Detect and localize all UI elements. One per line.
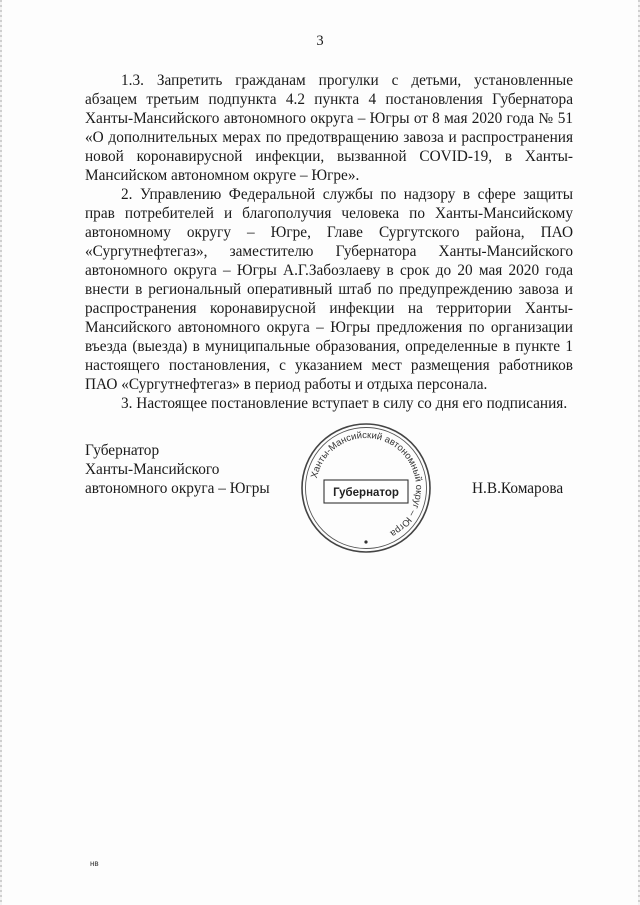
scan-edge-left <box>0 0 2 905</box>
signatory-title-line: автономного округа – Югры <box>85 480 270 497</box>
paragraph-1-3: 1.3. Запретить гражданам прогулки с детьми, установленные абзацем третьим подпункта 4.2 пункта 4 постановления Губернатора Ханты-Мансийского автономного округа – Югры от 8 мая 2020 года № 51 «О дополнительных мерах по предотвращению завоза и распространения новой коронавирусной инфекции, вызванной COVID-19, в Ханты-Мансийском автономном округе – Югре». <box>85 72 573 184</box>
signatory-name: Н.В.Комарова <box>472 480 564 497</box>
signatory-title <box>85 441 270 498</box>
footer-mark: нв <box>90 859 99 868</box>
paragraph-2: 2. Управлению Федеральной службы по надзору в сфере защиты прав потребителей и благополучия человека по Ханты-Мансийскому автономному округу – Югре, Главе Сургутского района, ПАО «Сургутнефтегаз», заместителю Губернатора Ханты-Мансийского автономного округа – Югры А.Г.Забозлаеву в срок до 20 мая 2020 года внести в региональный оперативный штаб по предупреждению завоза и распространения коронавирусной инфекции на территории Ханты-Мансийского автономного округа – Югры предложения по организации въезда (выезда) в муниципальные образования, определенные в пункте 1 настоящего постановления, с указанием мест размещения работников ПАО «Сургутнефтегаз» в период работы и отдыха персонала. <box>85 186 573 393</box>
seal-dot <box>364 540 367 543</box>
seal-ring-text: Ханты-Мансийский автономный округ – Югра <box>309 429 425 539</box>
page-number: 3 <box>316 33 324 49</box>
document-body <box>85 71 573 413</box>
signatory-title-line: Губернатор <box>85 442 160 459</box>
seal-center-text: Губернатор <box>333 487 399 499</box>
official-seal <box>299 421 433 555</box>
paragraph-3: 3. Настоящее постановление вступает в силу со дня его подписания. <box>121 395 568 412</box>
signatory-title-line: Ханты-Мансийского <box>85 461 220 478</box>
